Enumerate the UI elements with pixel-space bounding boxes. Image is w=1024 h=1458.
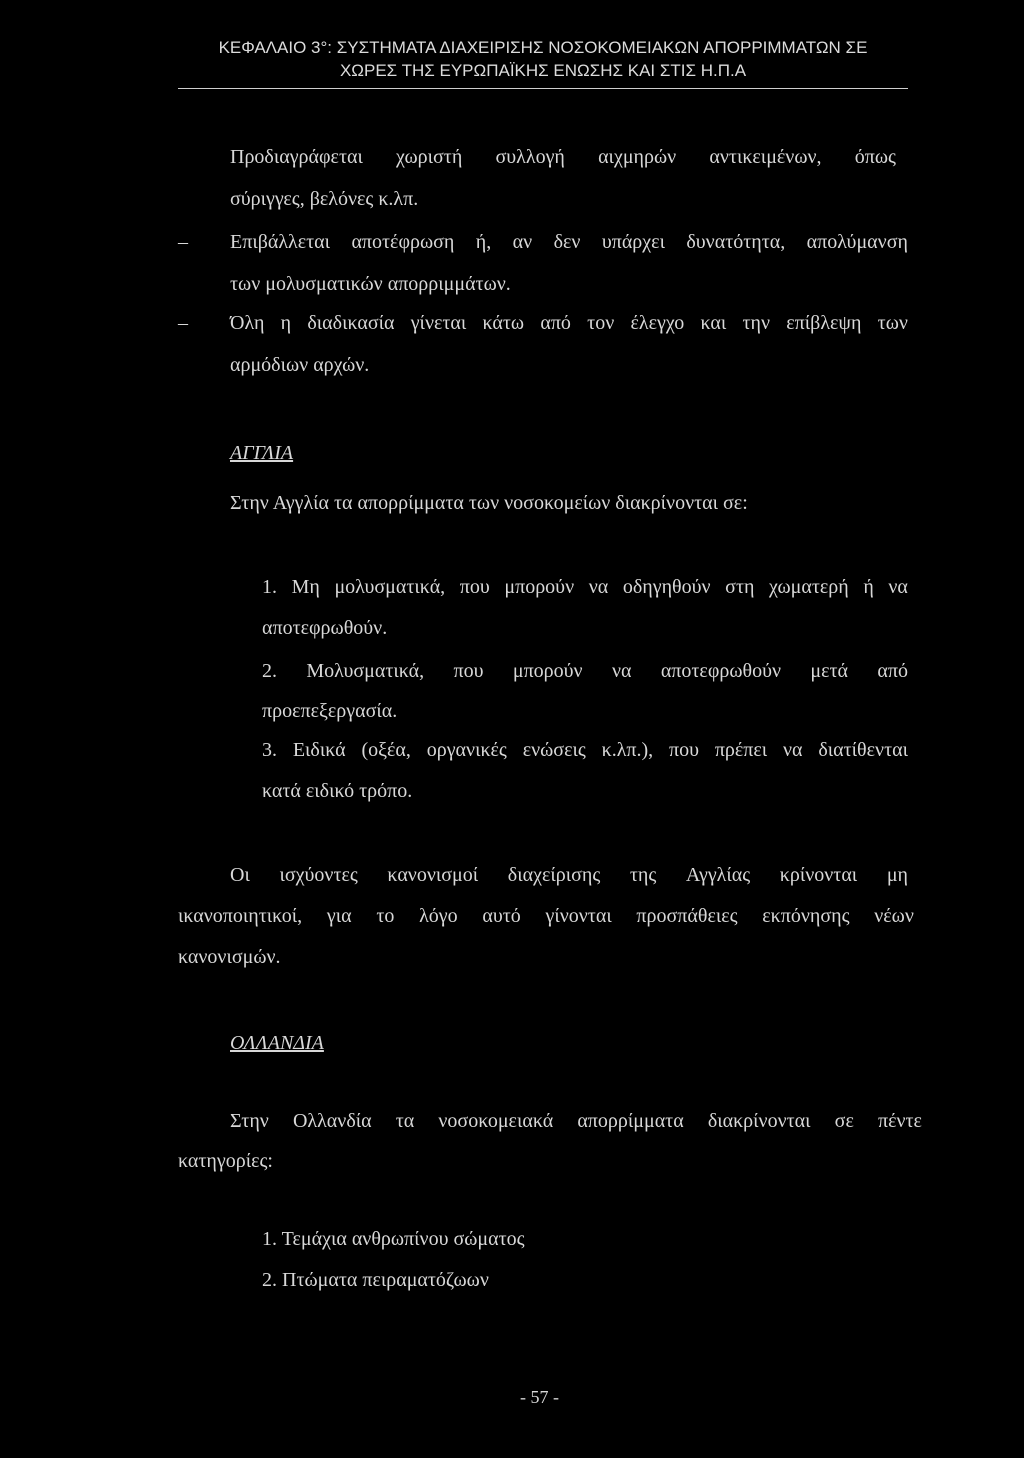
word: αυτό	[482, 905, 521, 927]
netherlands-item-1: 1. Τεμάχια ανθρωπίνου σώματος	[262, 1228, 525, 1250]
word: χωριστή	[396, 146, 463, 168]
word: Όλη	[230, 312, 265, 334]
page-number: - 57 -	[520, 1387, 559, 1407]
bullet-dash-1: –	[178, 231, 188, 253]
word: όπως	[854, 146, 896, 168]
netherlands-intro-line-1	[230, 1109, 922, 1133]
word: γίνονται	[545, 905, 612, 927]
word: πέντε	[877, 1110, 922, 1132]
word: αν	[512, 231, 533, 253]
word: που	[459, 576, 490, 598]
england-item-3-line-2: κατά ειδικό τρόπο.	[262, 780, 413, 802]
word: δυνατότητα,	[686, 231, 786, 253]
word: που	[668, 739, 699, 761]
word: από	[877, 660, 908, 682]
word: διαχείρισης	[507, 864, 601, 886]
word: Ολλανδία	[292, 1110, 372, 1132]
netherlands-intro-line-2: κατηγορίες:	[178, 1150, 273, 1172]
england-item-1-line-1	[262, 575, 908, 599]
bullet-dash-2: –	[178, 312, 188, 334]
word: το	[376, 905, 395, 927]
england-item-2-line-2: προεπεξεργασία.	[262, 700, 398, 722]
word: μπορούν	[504, 576, 575, 598]
word: οργανικές	[426, 739, 507, 761]
word: επίβλεψη	[786, 312, 862, 334]
word: 1.	[262, 576, 277, 598]
word: Στην	[230, 1110, 269, 1132]
word: εκπόνησης	[762, 905, 850, 927]
word: για	[326, 905, 352, 927]
word: σε	[834, 1110, 854, 1132]
word: να	[611, 660, 632, 682]
word: διατίθενται	[818, 739, 908, 761]
word: κάτω	[482, 312, 525, 334]
england-para-line-3: κανονισμών.	[178, 946, 281, 968]
word: αντικειμένων,	[709, 146, 822, 168]
word: ενώσεις	[522, 739, 586, 761]
word: (οξέα,	[361, 739, 411, 761]
word: διακρίνονται	[707, 1110, 811, 1132]
word: συλλογή	[495, 146, 565, 168]
intro-line-1	[230, 145, 896, 169]
england-item-2-line-1	[262, 659, 908, 683]
word: ή	[863, 576, 874, 598]
word: κ.λπ.),	[601, 739, 654, 761]
word: Επιβάλλεται	[230, 231, 331, 253]
word: Αγγλίας	[685, 864, 751, 886]
word: μπορούν	[512, 660, 583, 682]
section-heading-netherlands: ΟΛΛΑΝΔΙΑ	[230, 1032, 324, 1054]
word: προσπάθειες	[636, 905, 738, 927]
word: Μολυσματικά,	[306, 660, 425, 682]
word: κανονισμοί	[387, 864, 479, 886]
england-intro: Στην Αγγλία τα απορρίμματα των νοσοκομείων διακρίνονται σε:	[230, 492, 748, 514]
word: μετά	[810, 660, 849, 682]
word: ισχύοντες	[279, 864, 358, 886]
word: 3.	[262, 739, 277, 761]
bullet-1-line-1	[230, 230, 908, 254]
word: νέων	[874, 905, 914, 927]
word: Οι	[230, 864, 250, 886]
word: Προδιαγράφεται	[230, 146, 363, 168]
england-para-line-2	[178, 904, 914, 928]
word: να	[588, 576, 609, 598]
bullet-1-line-2: των μολυσματικών απορριμμάτων.	[230, 273, 511, 295]
word: αιχμηρών	[598, 146, 677, 168]
running-header-line-2: ΧΩΡΕΣ ΤΗΣ ΕΥΡΩΠΑΪΚΗΣ ΕΝΩΣΗΣ ΚΑΙ ΣΤΙΣ Η.Π.Α	[339, 61, 747, 80]
word: έλεγχο	[630, 312, 685, 334]
word: η	[280, 312, 292, 334]
word: δεν	[553, 231, 581, 253]
word: που	[453, 660, 484, 682]
word: την	[742, 312, 771, 334]
word: τα	[395, 1110, 415, 1132]
header-rule	[178, 88, 908, 89]
word: στη	[725, 576, 755, 598]
word: νοσοκομειακά	[438, 1110, 554, 1132]
word: διαδικασία	[307, 312, 395, 334]
word: 2.	[262, 660, 277, 682]
bullet-2-line-2: αρμόδιων αρχών.	[230, 354, 370, 376]
word: να	[888, 576, 908, 598]
word: αποτεφρωθούν	[660, 660, 782, 682]
word: από	[540, 312, 571, 334]
intro-line-2: σύριγγες, βελόνες κ.λπ.	[230, 188, 419, 210]
word: ικανοποιητικοί,	[178, 905, 303, 927]
word: των	[877, 312, 908, 334]
word: Μη	[291, 576, 320, 598]
word: οδηγηθούν	[622, 576, 711, 598]
word: γίνεται	[410, 312, 467, 334]
england-item-1-line-2: αποτεφρωθούν.	[262, 617, 388, 639]
word: μη	[886, 864, 908, 886]
word: κρίνονται	[779, 864, 858, 886]
netherlands-item-2: 2. Πτώματα πειραματόζωων	[262, 1269, 489, 1291]
word: αποτέφρωση	[351, 231, 455, 253]
word: πρέπει	[714, 739, 768, 761]
running-header-line-1: ΚΕΦΑΛΑΙΟ 3°: ΣΥΣΤΗΜΑΤΑ ΔΙΑΧΕΙΡΙΣΗΣ ΝΟΣΟΚΟΜΕΙΑΚΩΝ ΑΠΟΡΡΙΜΜΑΤΩΝ ΣΕ	[218, 38, 868, 57]
word: ή,	[475, 231, 492, 253]
word: και	[700, 312, 727, 334]
word: Ειδικά	[292, 739, 346, 761]
word: μολυσματικά,	[334, 576, 446, 598]
word: απολύμανση	[806, 231, 908, 253]
word: λόγο	[419, 905, 458, 927]
word: απορρίμματα	[577, 1110, 684, 1132]
word: χωματερή	[769, 576, 849, 598]
england-para-line-1	[230, 863, 908, 887]
word: να	[783, 739, 803, 761]
section-heading-england: ΑΓΓΛΙΑ	[230, 442, 294, 464]
word: υπάρχει	[601, 231, 665, 253]
england-item-3-line-1	[262, 738, 908, 762]
word: τον	[587, 312, 615, 334]
word: της	[629, 864, 657, 886]
bullet-2-line-1	[230, 311, 908, 335]
